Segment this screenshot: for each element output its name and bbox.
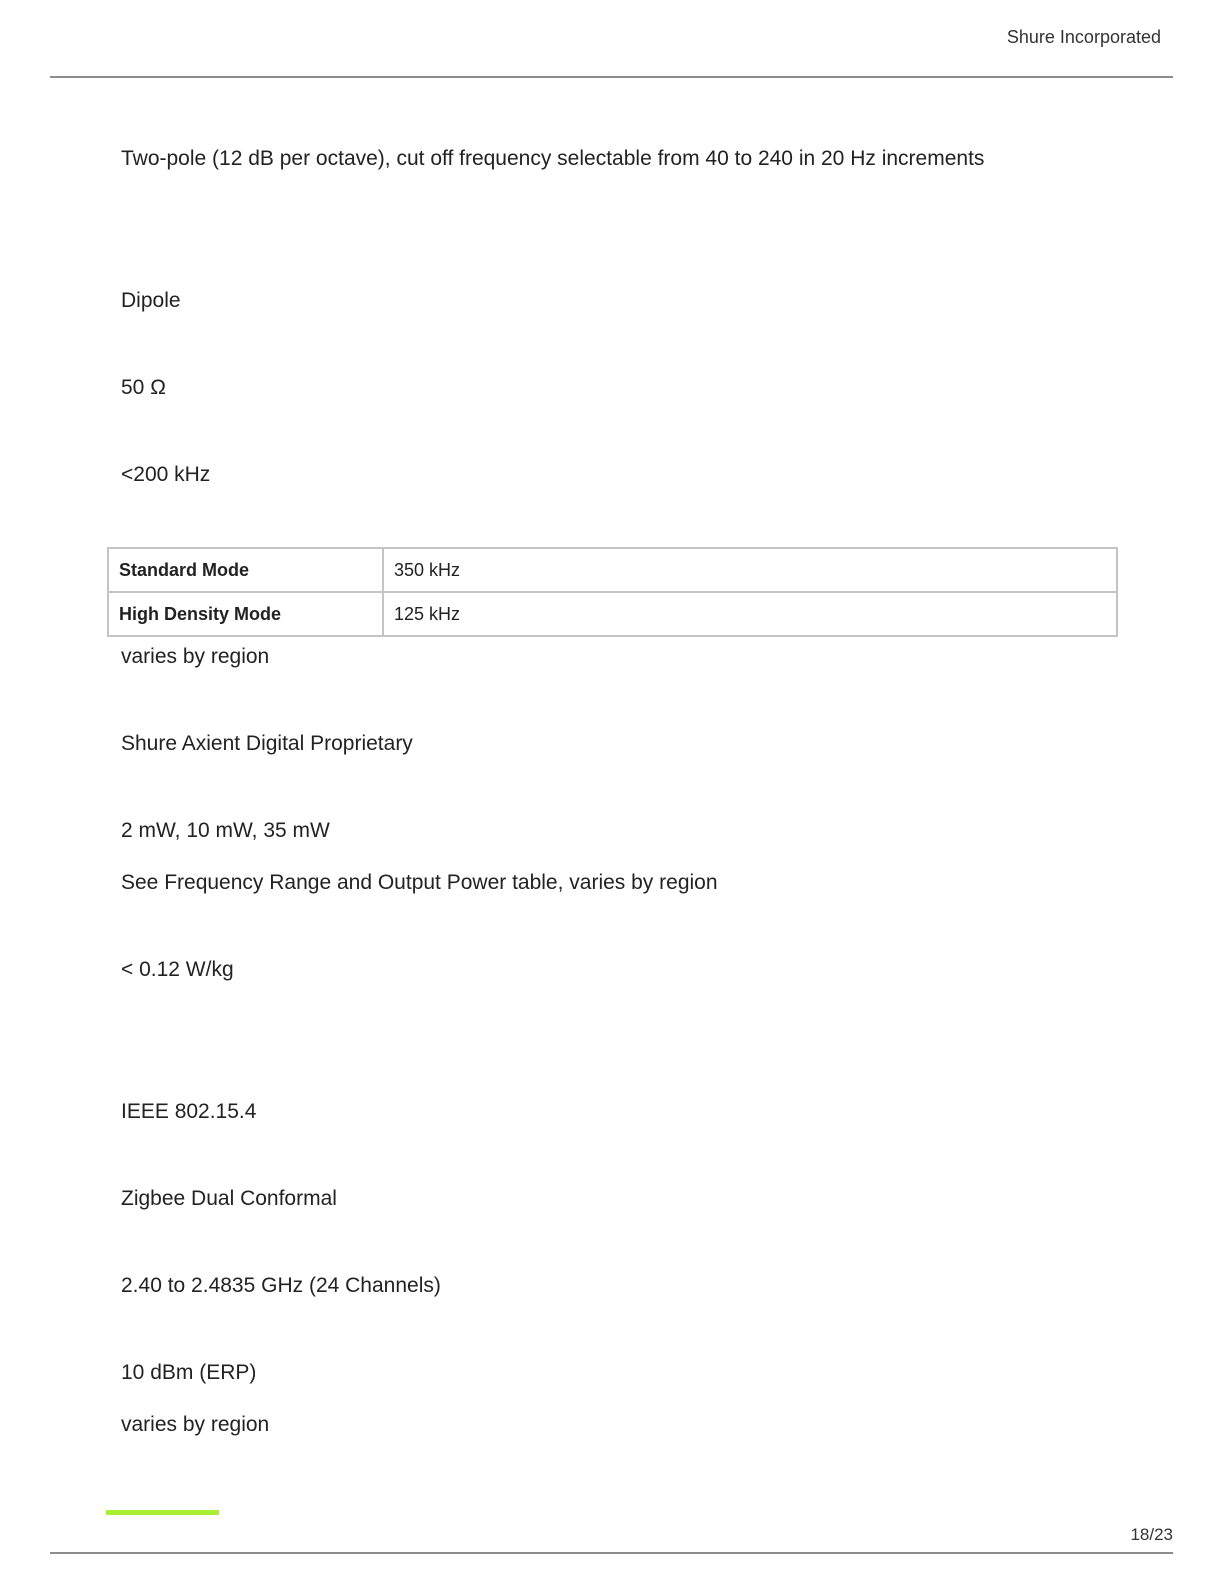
network-standard-value: IEEE 802.15.4 [121,1100,257,1123]
table-row [108,548,1117,592]
footer-divider [50,1552,1173,1554]
antenna-type-value: Dipole [121,289,181,312]
header-divider [50,76,1173,78]
table-row [108,592,1117,636]
filter-description: Two-pole (12 dB per octave), cut off frequency selectable from 40 to 240 in 20 Hz increments [121,147,985,170]
region-note: varies by region [121,1413,270,1436]
zigbee-frequency-value: 2.40 to 2.4835 GHz (24 Channels) [121,1274,441,1297]
page-number: 18/23 [1130,1525,1173,1544]
power-note: See Frequency Range and Output Power table, varies by region [121,871,718,894]
zigbee-power-value: 10 dBm (ERP) [121,1361,257,1384]
bandwidth-value: <200 kHz [121,463,211,486]
region-note: varies by region [121,645,270,668]
accent-bar [106,1510,219,1515]
table-cell-value: 350 kHz [383,548,1117,592]
impedance-value: 50 Ω [121,376,166,399]
table-cell-label: High Density Mode [108,592,383,636]
table-cell-value: 125 kHz [383,592,1117,636]
mode-spacing-table [107,547,1118,637]
rf-power-value: 2 mW, 10 mW, 35 mW [121,819,330,842]
table-cell-label: Standard Mode [108,548,383,592]
sar-value: < 0.12 W/kg [121,958,234,981]
modulation-value: Shure Axient Digital Proprietary [121,732,413,755]
zigbee-profile-value: Zigbee Dual Conformal [121,1187,337,1210]
header-company-name: Shure Incorporated [1006,27,1161,47]
